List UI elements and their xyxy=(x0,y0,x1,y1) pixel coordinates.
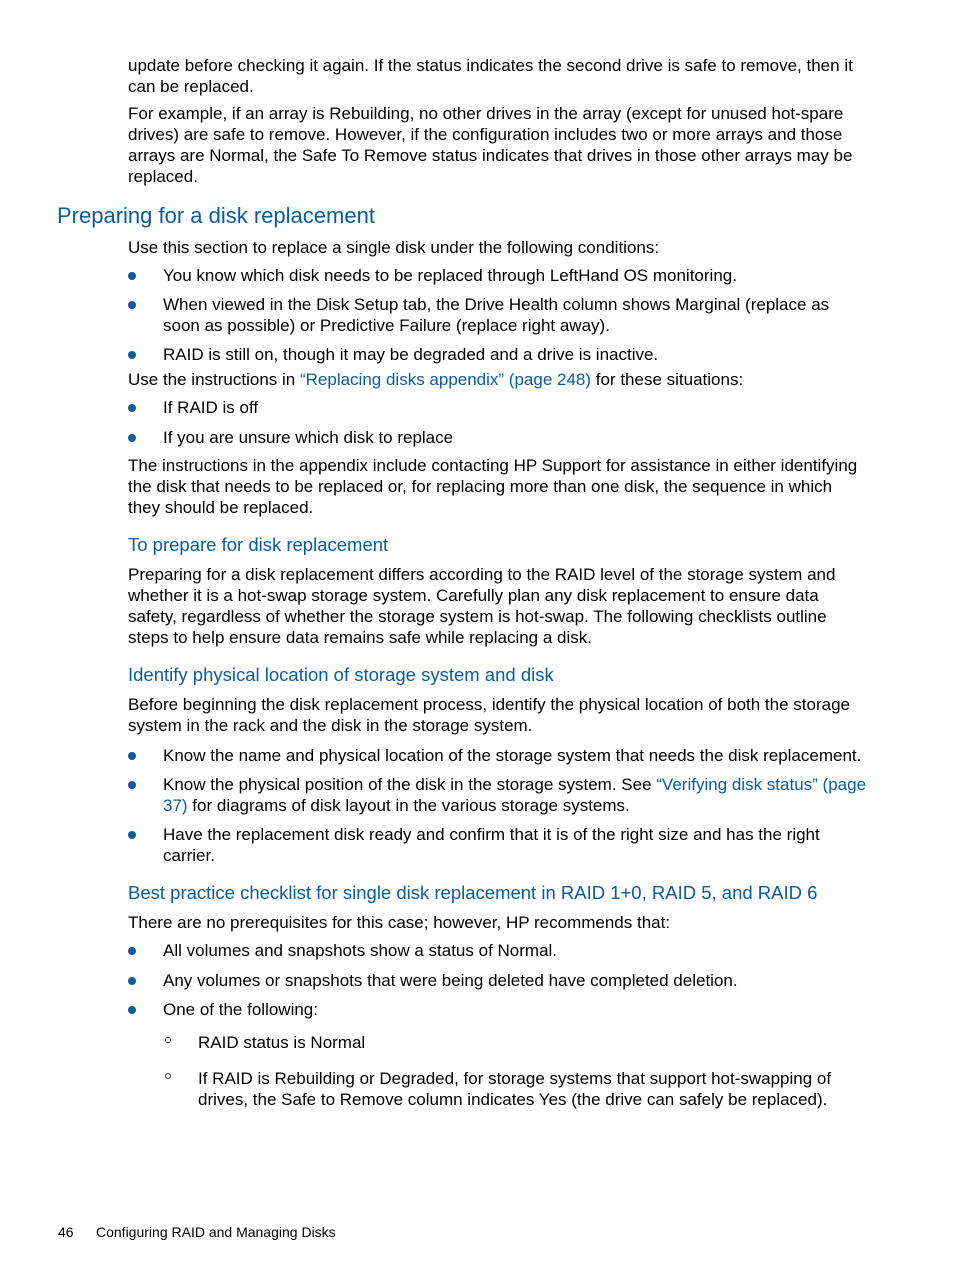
bullet-icon xyxy=(128,831,136,839)
condition-item-2: When viewed in the Disk Setup tab, the Drive Health column shows Marginal (replace as soon as possible) or Predictive Failure (replace right away). xyxy=(163,295,830,335)
verifying-disk-status-link[interactable]: “Verifying disk status” (page 37) xyxy=(163,775,867,815)
bullet-icon xyxy=(128,404,136,412)
identify-item-1: Know the name and physical location of the storage system that needs the disk replacement. xyxy=(163,746,862,765)
footer-chapter: Configuring RAID and Managing Disks xyxy=(96,1224,336,1240)
condition-item-3: RAID is still on, though it may be degraded and a drive is inactive. xyxy=(163,345,659,364)
identify-paragraph: Before beginning the disk replacement process, identify the physical location of both the storage system in the rack and the disk in the storage system. xyxy=(128,695,850,735)
checklist-paragraph: There are no prerequisites for this case; however, HP recommends that: xyxy=(128,913,671,932)
condition-item-1: You know which disk needs to be replaced through LeftHand OS monitoring. xyxy=(163,266,737,285)
circle-bullet-icon xyxy=(165,1037,171,1043)
bullet-icon xyxy=(128,1006,136,1014)
identify-item-3: Have the replacement disk ready and confirm that it is of the right size and has the right carrier. xyxy=(163,825,820,865)
bullet-icon xyxy=(128,977,136,985)
bullet-icon xyxy=(128,947,136,955)
identify-item-2: Know the physical position of the disk in the storage system. See “Verifying disk status” (page 37) for diagrams of disk layout in the various storage systems. xyxy=(163,775,867,815)
page-number: 46 xyxy=(58,1224,74,1240)
checklist-item-1: All volumes and snapshots show a status of Normal. xyxy=(163,941,558,960)
checklist-heading: Best practice checklist for single disk replacement in RAID 1+0, RAID 5, and RAID 6 xyxy=(128,882,818,903)
bullet-icon xyxy=(128,351,136,359)
use-instructions: Use the instructions in “Replacing disks appendix” (page 248) for these situations: xyxy=(128,370,744,389)
bullet-icon xyxy=(128,781,136,789)
checklist-subitem-1: RAID status is Normal xyxy=(198,1033,366,1052)
bullet-icon xyxy=(128,434,136,442)
situation-item-1: If RAID is off xyxy=(163,398,259,417)
identify-heading: Identify physical location of storage system and disk xyxy=(128,664,554,685)
situation-item-2: If you are unsure which disk to replace xyxy=(163,428,454,447)
checklist-item-3: One of the following: xyxy=(163,1000,318,1019)
bullet-icon xyxy=(128,752,136,760)
circle-bullet-icon xyxy=(165,1073,171,1079)
appendix-paragraph: The instructions in the appendix include contacting HP Support for assistance in either identifying the disk that needs to be replaced or, for replacing more than one disk, the sequence in which they should be replaced. xyxy=(128,456,858,517)
intro-paragraph-1: update before checking it again. If the status indicates the second drive is safe to remove, then it can be replaced. xyxy=(128,56,853,96)
intro-paragraph-2: For example, if an array is Rebuilding, no other drives in the array (except for unused hot-spare drives) are safe to remove. However, if the configuration includes two or more arrays and those arrays are Normal, the Safe To Remove status indicates that drives in those other arrays may be replaced. xyxy=(128,104,853,186)
prepare-heading: To prepare for disk replacement xyxy=(128,534,389,555)
section-lead: Use this section to replace a single disk under the following conditions: xyxy=(128,238,660,257)
checklist-item-2: Any volumes or snapshots that were being deleted have completed deletion. xyxy=(163,971,738,990)
replacing-disks-appendix-link[interactable]: “Replacing disks appendix” (page 248) xyxy=(299,370,592,389)
bullet-icon xyxy=(128,272,136,280)
checklist-subitem-2: If RAID is Rebuilding or Degraded, for storage systems that support hot-swapping of drives, the Safe to Remove column indicates Yes (the drive can safely be replaced). xyxy=(198,1069,832,1109)
section-title: Preparing for a disk replacement xyxy=(57,203,375,228)
bullet-icon xyxy=(128,301,136,309)
prepare-paragraph: Preparing for a disk replacement differs according to the RAID level of the storage system and whether it is a hot-swap storage system. Carefully plan any disk replacement to ensure data safety, regardless of whether the storage system is hot-swap. The following checklists outline steps to help ensure data remains safe while replacing a disk. xyxy=(128,565,836,647)
